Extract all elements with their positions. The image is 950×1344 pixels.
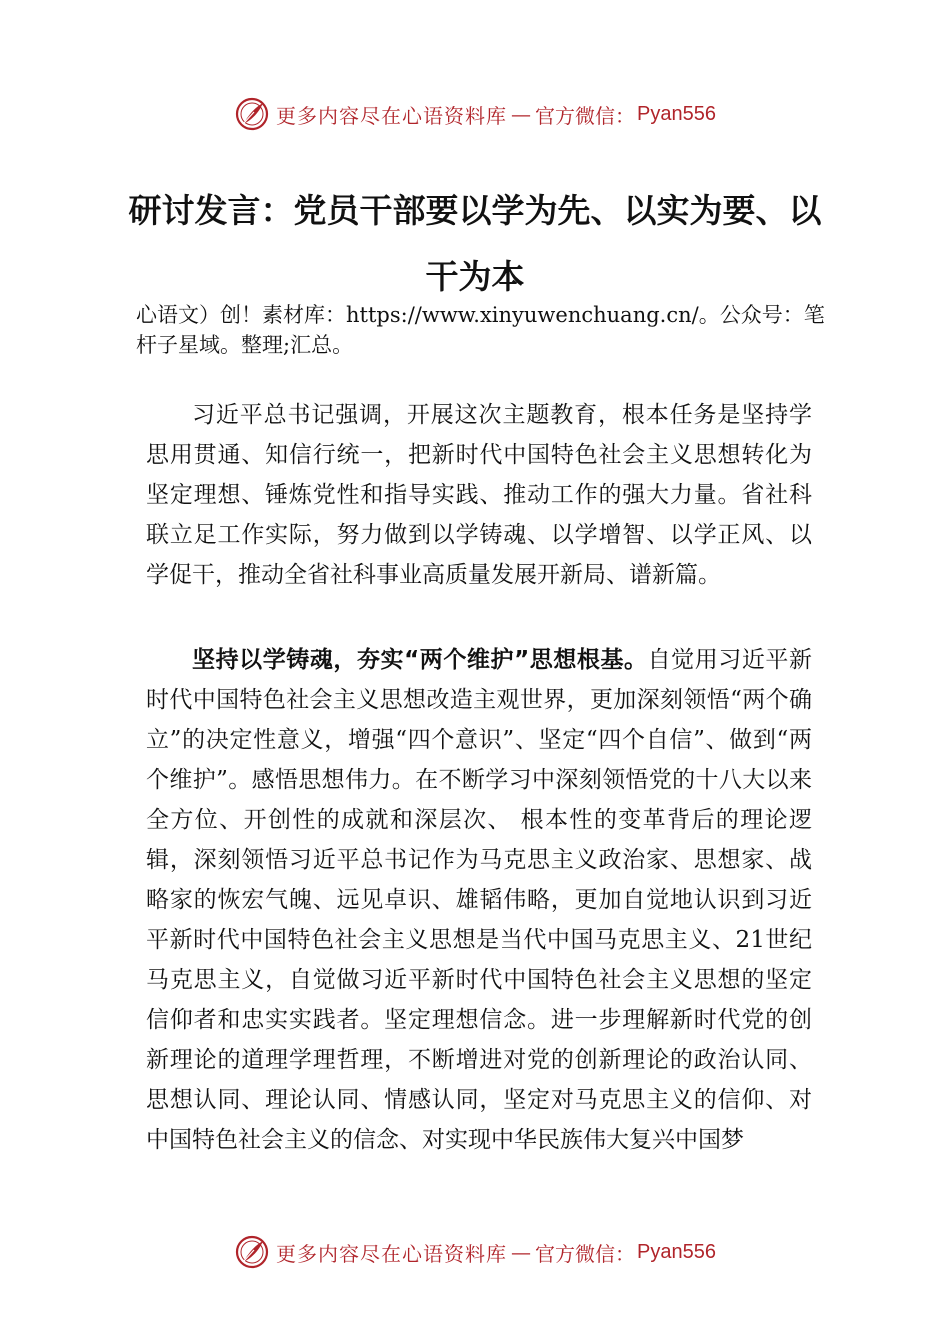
header-banner	[0, 92, 950, 136]
banner-label: 官方微信：	[535, 103, 636, 128]
paragraph-intro	[146, 395, 812, 595]
paragraph-text: 自觉用习近平新时代中国特色社会主义思想改造主观世界，更加深刻领悟“两个确立”的决定性意义，增强“四个意识”、坚定“四个自信”、做到“两个维护”。感悟思想伟力。在不断学习中深刻领悟党的十八大以来全方位、开创性的成就和深层次、 根本性的变革背后的理论逻辑，深刻领悟习近平总书记作为马克思主义政治家、思想家、战略家的恢宏气魄、远见卓识、雄韬伟略，更加自觉地认识到习近平新时代中国特色社会主义思想是当代中国马克思主义、21世纪马克思主义，自觉做习近平新时代中国特色社会主义思想的坚定信仰者和忠实实践者。坚定理想信念。进一步理解新时代党的创新理论的道理学理哲理，不断增进对党的创新理论的政治认同、思想认同、理论认同、情感认同，坚定对马克思主义的信仰、对中国特色社会主义的信念、对实现中华民族伟大复兴中国梦	[146, 647, 813, 1153]
paragraph-section-1	[146, 640, 812, 1160]
source-line: 心语文）创！素材库：https://www.xinyuwenchuang.cn/。公众号：笔杆子星域。整理;汇总。	[136, 303, 825, 357]
paragraph-lead: 坚持以学铸魂，夯实“两个维护”思想根基。	[192, 647, 648, 673]
feather-pen-logo-icon	[234, 96, 270, 132]
banner-text: 更多内容尽在心语资料库	[276, 1241, 508, 1266]
banner-wechat-id: Pyan556	[637, 1240, 716, 1263]
banner-text: 更多内容尽在心语资料库	[276, 103, 508, 128]
banner-wechat-id: Pyan556	[637, 102, 716, 125]
document-title: 研讨发言：党员干部要以学为先、以实为要、以干为本	[128, 191, 822, 296]
banner-separator: —	[511, 102, 532, 126]
banner-label: 官方微信：	[535, 1241, 636, 1266]
paragraph-text: 习近平总书记强调，开展这次主题教育，根本任务是坚持学思用贯通、知信行统一，把新时代中国特色社会主义思想转化为坚定理想、锤炼党性和指导实践、推动工作的强大力量。省社科联立足工作实际，努力做到以学铸魂、以学增智、以学正风、以学促干，推动全省社科事业高质量发展开新局、谱新篇。	[146, 402, 812, 588]
footer-banner	[0, 1230, 950, 1274]
feather-pen-logo-icon	[234, 1234, 270, 1270]
banner-separator: —	[511, 1240, 532, 1264]
